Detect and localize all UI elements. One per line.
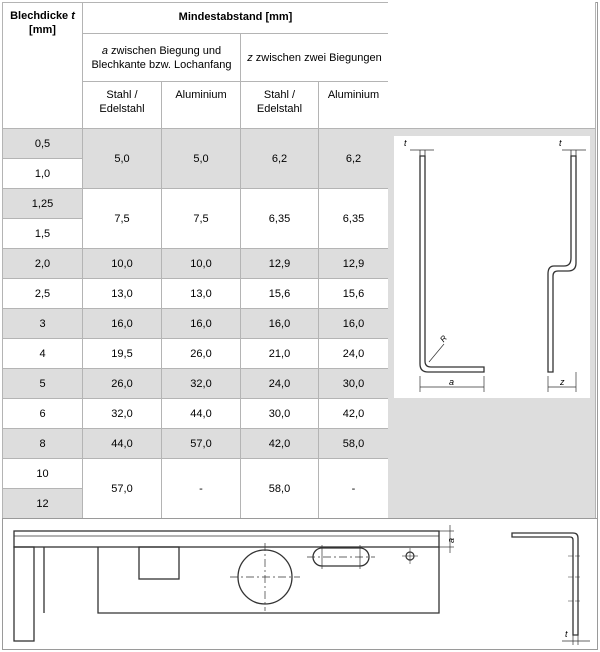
z-alu-cell: 58,0: [319, 429, 389, 459]
t-label-bottom: t: [565, 629, 568, 639]
a-alu-cell: 13,0: [162, 279, 241, 309]
header-min-distance: Mindestabstand [mm]: [83, 3, 389, 34]
top-flange: [14, 531, 439, 547]
a-steel-cell: 44,0: [83, 429, 162, 459]
header-sub-a: [83, 34, 241, 82]
a-label-bottom: a: [446, 537, 456, 543]
a-steel-cell: 13,0: [83, 279, 162, 309]
a-steel-cell: 32,0: [83, 399, 162, 429]
header-sub-a-var: a: [101, 44, 108, 57]
t-label-right: t: [559, 138, 562, 148]
header-sub-z: [241, 34, 389, 82]
header-thickness: [3, 3, 83, 129]
header-z-steel: Stahl / Edelstahl: [241, 82, 319, 129]
t-cell: 4: [3, 339, 83, 369]
header-thickness-title: Blechdicke: [10, 10, 72, 22]
a-steel-cell: 19,5: [83, 339, 162, 369]
t-cell: 0,5: [3, 129, 83, 159]
left-leg: [14, 547, 34, 641]
a-steel-cell: 10,0: [83, 249, 162, 279]
z-steel-cell: 30,0: [241, 399, 319, 429]
z-alu-cell: 6,2: [319, 129, 389, 189]
t-cell: 1,5: [3, 219, 83, 249]
a-label: a: [449, 377, 455, 387]
a-alu-cell: 44,0: [162, 399, 241, 429]
t-cell: 12: [3, 489, 83, 519]
a-steel-cell: 57,0: [83, 459, 162, 519]
t-cell: 8: [3, 429, 83, 459]
bend-figure-panel: [388, 2, 596, 518]
z-steel-cell: 58,0: [241, 459, 319, 519]
t-cell: 10: [3, 459, 83, 489]
z-steel-cell: 12,9: [241, 249, 319, 279]
z-steel-cell: 24,0: [241, 369, 319, 399]
figure-background: [394, 136, 590, 398]
header-z-alu: Aluminium: [319, 82, 389, 129]
t-cell: 1,0: [3, 159, 83, 189]
a-alu-cell: 32,0: [162, 369, 241, 399]
t-cell: 2,0: [3, 249, 83, 279]
part-drawing: [2, 519, 596, 649]
header-a-alu: Aluminium: [162, 82, 241, 129]
a-alu-cell: 7,5: [162, 189, 241, 249]
a-alu-cell: 5,0: [162, 129, 241, 189]
z-alu-cell: 30,0: [319, 369, 389, 399]
a-steel-cell: 5,0: [83, 129, 162, 189]
header-sub-a-text: zwischen Biegung und Blechkante bzw. Lochanfang: [91, 44, 232, 71]
t-cell: 6: [3, 399, 83, 429]
t-cell: 5: [3, 369, 83, 399]
a-alu-cell: -: [162, 459, 241, 519]
z-alu-cell: 12,9: [319, 249, 389, 279]
z-alu-cell: 6,35: [319, 189, 389, 249]
z-steel-cell: 42,0: [241, 429, 319, 459]
t-cell: 1,25: [3, 189, 83, 219]
main-plate: [98, 547, 439, 613]
side-profile: [512, 533, 578, 635]
a-alu-cell: 10,0: [162, 249, 241, 279]
bend-distance-table: [2, 2, 389, 519]
t-label-left: t: [404, 138, 407, 148]
a-steel-cell: 7,5: [83, 189, 162, 249]
a-alu-cell: 16,0: [162, 309, 241, 339]
header-a-steel: Stahl / Edelstahl: [83, 82, 162, 129]
bend-profile-figure: [394, 136, 590, 398]
header-sub-z-text: zwischen zwei Biegungen: [252, 51, 382, 64]
z-steel-cell: 21,0: [241, 339, 319, 369]
z-alu-cell: 15,6: [319, 279, 389, 309]
rect-cutout: [139, 547, 179, 579]
bottom-figure-panel: [2, 518, 598, 650]
t-cell: 3: [3, 309, 83, 339]
a-alu-cell: 26,0: [162, 339, 241, 369]
z-steel-cell: 16,0: [241, 309, 319, 339]
header-thickness-var: t: [71, 10, 75, 22]
a-steel-cell: 16,0: [83, 309, 162, 339]
z-steel-cell: 6,2: [241, 129, 319, 189]
z-alu-cell: 16,0: [319, 309, 389, 339]
z-steel-cell: 15,6: [241, 279, 319, 309]
z-alu-cell: 24,0: [319, 339, 389, 369]
t-cell: 2,5: [3, 279, 83, 309]
a-steel-cell: 26,0: [83, 369, 162, 399]
z-steel-cell: 6,35: [241, 189, 319, 249]
z-alu-cell: 42,0: [319, 399, 389, 429]
header-sub-z-var: z: [247, 51, 253, 64]
z-label: z: [560, 377, 565, 387]
r-label: R: [438, 333, 449, 344]
header-thickness-unit: [mm]: [29, 24, 56, 36]
a-alu-cell: 57,0: [162, 429, 241, 459]
z-alu-cell: -: [319, 459, 389, 519]
